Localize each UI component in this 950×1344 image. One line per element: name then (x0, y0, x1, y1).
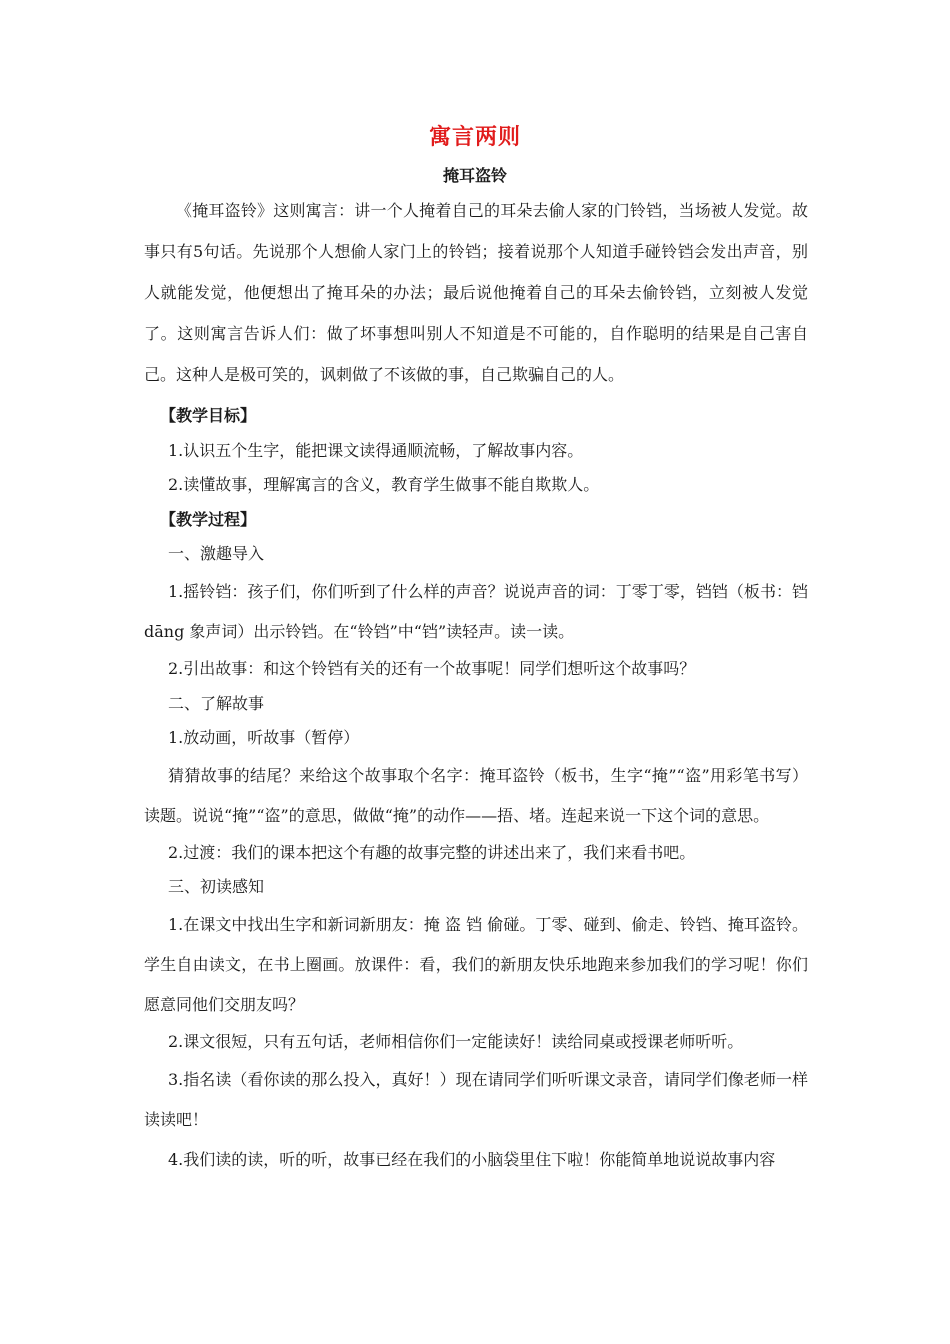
paragraph: 3.指名读（看你读的那么投入，真好！）现在请同学们听听课文录音，请同学们像老师一样读读吧！ (144, 1069, 808, 1129)
process-heading: 【教学过程】 (160, 509, 257, 529)
document-body (144, 190, 808, 1180)
paragraph: 猜猜故事的结尾？来给这个故事取个名字：掩耳盗铃（板书，生字“掩”“盗”用彩笔书写）读题。说说“掩”“盗”的意思，做做“掩”的动作——捂、堵。连起来说一下这个词的意思。 (144, 765, 808, 825)
paragraph: 2.引出故事：和这个铃铛有关的还有一个故事呢！同学们想听这个故事吗？ (168, 658, 696, 678)
paragraph: 2.课文很短，只有五句话，老师相信你们一定能读好！读给同桌或授课老师听听。 (168, 1031, 744, 1051)
goals-heading: 【教学目标】 (160, 406, 257, 425)
section-title: 三、初读感知 (168, 877, 265, 897)
paragraph: 2.过渡：我们的课本把这个有趣的故事完整的讲述出来了，我们来看书吧。 (168, 842, 696, 862)
paragraph: 1.放动画，听故事（暂停） (168, 728, 360, 748)
page-subtitle: 掩耳盗铃 (442, 166, 507, 185)
section-title: 一、激趣导入 (168, 544, 265, 564)
goal-item: 1.认识五个生字，能把课文读得通顺流畅，了解故事内容。 (168, 440, 584, 460)
paragraph: 1.在课文中找出生字和新词新朋友：掩 盗 铛 偷碰。丁零、碰到、偷走、铃铛、掩耳盗铃。学生自由读文，在书上圈画。放课件：看，我们的新朋友快乐地跑来参加我们的学习呢！你们愿意同他们交朋友吗？ (144, 914, 808, 1014)
paragraph: 1.摇铃铛：孩子们，你们听到了什么样的声音？说说声音的词：丁零丁零，铛铛（板书：铛 dāng 象声词）出示铃铛。在“铃铛”中“铛”读轻声。读一读。 (144, 581, 808, 641)
intro-paragraph: 《掩耳盗铃》这则寓言：讲一个人掩着自己的耳朵去偷人家的门铃铛，当场被人发觉。故事只有5句话。先说那个人想偷人家门上的铃铛；接着说那个人知道手碰铃铛会发出声音，别人就能发觉，他便想出了掩耳朵的办法；最后说他掩着自己的耳朵去偷铃铛，立刻被人发觉了。这则寓言告诉人们：做了坏事想叫别人不知道是不可能的，自作聪明的结果是自己害自己。这种人是极可笑的，讽刺做了不该做的事，自己欺骗自己的人。 (144, 201, 808, 384)
section-title: 二、了解故事 (168, 693, 265, 713)
page-title: 寓言两则 (428, 124, 521, 150)
goal-item: 2.读懂故事，理解寓言的含义，教育学生做事不能自欺欺人。 (168, 475, 600, 495)
paragraph: 4.我们读的读，听的听，故事已经在我们的小脑袋里住下啦！你能简单地说说故事内容 (168, 1149, 776, 1169)
